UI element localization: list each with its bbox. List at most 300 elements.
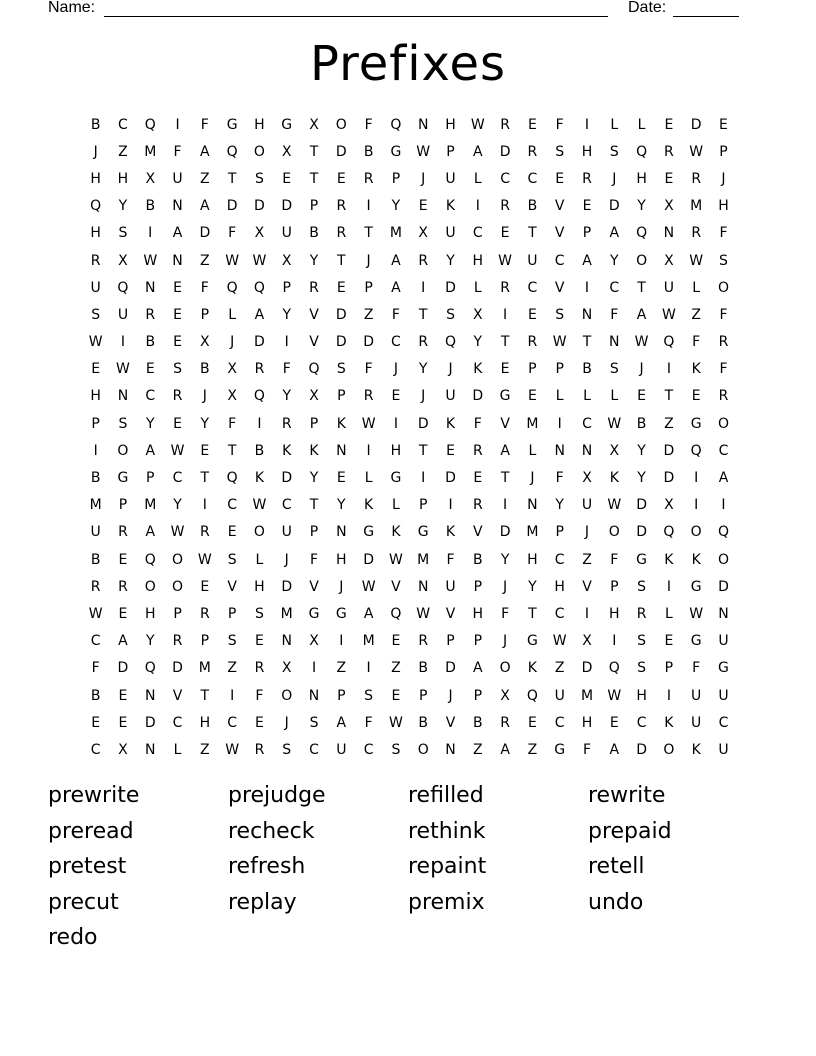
grid-letter: F xyxy=(501,605,510,622)
grid-letter: G xyxy=(690,633,702,650)
grid-letter: N xyxy=(117,388,129,405)
grid-letter: A xyxy=(145,524,156,541)
grid-letter: U xyxy=(527,252,538,269)
grid-letter: B xyxy=(309,225,319,242)
grid-letter: B xyxy=(527,198,538,215)
grid-letter: W xyxy=(143,252,158,269)
grid-letter: Q xyxy=(390,116,402,133)
grid-letter: O xyxy=(663,741,675,758)
grid-row xyxy=(82,709,742,736)
grid-letter: L xyxy=(555,388,564,405)
grid-letter: D xyxy=(335,334,347,351)
grid-letter: R xyxy=(718,388,729,405)
grid-letter: I xyxy=(448,497,453,514)
grid-letter: H xyxy=(472,252,484,269)
grid-letter: S xyxy=(227,551,237,568)
grid-letter: L xyxy=(255,551,264,568)
header xyxy=(48,0,748,20)
grid-letter: L xyxy=(473,279,482,296)
grid-letter: D xyxy=(226,198,238,215)
grid-letter: U xyxy=(445,578,456,595)
grid-letter: V xyxy=(473,524,483,541)
grid-letter: B xyxy=(90,116,101,133)
grid-letter: D xyxy=(581,660,593,677)
grid-letter: F xyxy=(692,660,701,677)
grid-letter: Q xyxy=(144,660,156,677)
word-list-item: rewrite xyxy=(588,783,666,808)
grid-letter: C xyxy=(718,714,729,731)
grid-letter: Z xyxy=(391,660,401,677)
grid-letter: E xyxy=(173,279,182,296)
grid-letter: J xyxy=(639,361,644,378)
grid-letter: O xyxy=(636,252,648,269)
grid-row xyxy=(82,519,742,546)
grid-letter: F xyxy=(473,415,482,432)
grid-letter: A xyxy=(473,143,483,160)
grid-letter: B xyxy=(200,361,210,378)
grid-letter: Q xyxy=(90,198,102,215)
grid-letter: R xyxy=(472,497,483,514)
grid-letter: P xyxy=(418,497,428,514)
grid-letter: X xyxy=(200,334,210,351)
grid-letter: S xyxy=(364,687,374,704)
grid-letter: W xyxy=(470,116,485,133)
grid-letter: C xyxy=(554,551,565,568)
grid-letter: X xyxy=(473,306,483,323)
grid-letter: G xyxy=(636,551,648,568)
grid-letter: Y xyxy=(145,633,155,650)
grid-letter: U xyxy=(336,741,347,758)
grid-letter: P xyxy=(719,143,728,160)
grid-letter: K xyxy=(254,470,265,487)
grid-row xyxy=(82,220,742,247)
grid-letter: N xyxy=(527,497,538,514)
grid-letter: A xyxy=(636,306,647,323)
grid-letter: U xyxy=(172,170,183,187)
grid-letter: I xyxy=(584,116,590,133)
grid-letter: L xyxy=(392,497,400,514)
grid-letter: P xyxy=(337,687,346,704)
grid-letter: T xyxy=(637,279,646,296)
grid-letter: J xyxy=(421,388,426,405)
grid-letter: U xyxy=(691,714,702,731)
grid-letter: E xyxy=(500,225,510,242)
grid-letter: B xyxy=(145,334,156,351)
grid-letter: Y xyxy=(337,497,346,514)
grid-letter: Q xyxy=(144,116,156,133)
grid-letter: T xyxy=(309,497,319,514)
grid-letter: R xyxy=(718,334,729,351)
grid-letter: V xyxy=(500,415,510,432)
grid-letter: F xyxy=(446,551,455,568)
grid-letter: E xyxy=(473,470,483,487)
grid-letter: N xyxy=(581,306,593,323)
grid-letter: D xyxy=(499,143,511,160)
grid-letter: P xyxy=(91,415,100,432)
grid-letter: K xyxy=(445,524,456,541)
grid-letter: I xyxy=(257,415,262,432)
grid-letter: W xyxy=(225,252,240,269)
grid-letter: Z xyxy=(200,741,210,758)
grid-letter: Q xyxy=(717,524,729,541)
grid-letter: T xyxy=(200,470,210,487)
word-list-item: refresh xyxy=(228,854,306,880)
grid-letter: P xyxy=(473,633,483,650)
grid-letter: R xyxy=(172,388,183,405)
grid-letter: J xyxy=(721,170,726,187)
grid-letter: Y xyxy=(309,252,319,269)
grid-letter: X xyxy=(118,252,128,269)
grid-letter: F xyxy=(719,225,728,242)
grid-letter: S xyxy=(555,143,565,160)
grid-letter: X xyxy=(664,497,674,514)
grid-letter: E xyxy=(391,388,401,405)
grid-letter: L xyxy=(228,306,237,323)
grid-row xyxy=(82,655,742,682)
grid-letter: E xyxy=(200,578,210,595)
grid-letter: E xyxy=(227,524,237,541)
grid-letter: F xyxy=(255,687,264,704)
grid-letter: T xyxy=(337,252,346,269)
grid-letter: Z xyxy=(664,415,674,432)
word-list-item: retell xyxy=(588,854,645,880)
grid-letter: O xyxy=(253,524,265,541)
grid-letter: W xyxy=(170,524,185,541)
grid-letter: X xyxy=(118,741,128,758)
grid-letter: A xyxy=(172,225,183,242)
grid-letter: D xyxy=(281,578,293,595)
grid-letter: F xyxy=(719,306,728,323)
word-list-item: refilled xyxy=(408,783,484,808)
grid-row xyxy=(82,247,742,274)
grid-letter: T xyxy=(500,470,510,487)
grid-letter: Q xyxy=(444,334,457,351)
grid-letter: E xyxy=(255,633,264,650)
grid-letter: N xyxy=(417,116,429,133)
grid-letter: M xyxy=(580,687,594,704)
grid-letter: D xyxy=(335,306,347,323)
grid-letter: H xyxy=(90,388,101,405)
grid-letter: X xyxy=(281,660,292,677)
grid-letter: R xyxy=(363,170,374,187)
grid-letter: C xyxy=(281,497,292,514)
grid-letter: V xyxy=(582,578,592,595)
grid-letter: Q xyxy=(226,470,238,487)
grid-letter: K xyxy=(336,415,346,432)
grid-letter: A xyxy=(500,442,510,459)
grid-row xyxy=(82,165,742,192)
grid-letter: J xyxy=(448,361,453,378)
grid-letter: E xyxy=(173,415,182,432)
grid-letter: G xyxy=(117,470,129,487)
word-list-item: prejudge xyxy=(228,783,326,808)
grid-letter: W xyxy=(361,415,376,432)
grid-letter: W xyxy=(116,361,130,378)
grid-letter: X xyxy=(227,388,237,405)
grid-letter: J xyxy=(284,714,289,731)
grid-letter: B xyxy=(636,415,647,432)
grid-letter: C xyxy=(90,741,101,758)
grid-letter: F xyxy=(391,306,400,323)
grid-letter: Q xyxy=(636,225,648,242)
grid-letter: Y xyxy=(309,470,319,487)
grid-letter: I xyxy=(612,633,617,650)
grid-letter: X xyxy=(145,170,156,187)
grid-letter: T xyxy=(664,388,674,405)
grid-letter: I xyxy=(666,361,671,378)
grid-letter: D xyxy=(445,660,456,677)
grid-letter: Z xyxy=(582,551,592,568)
grid-letter: R xyxy=(254,660,265,677)
word-list-item: recheck xyxy=(228,818,315,844)
grid-letter: X xyxy=(418,225,428,242)
grid-letter: B xyxy=(418,660,429,677)
grid-letter: T xyxy=(227,442,237,459)
grid-letter: E xyxy=(664,633,674,650)
grid-letter: T xyxy=(418,306,428,323)
grid-letter: R xyxy=(118,524,128,541)
grid-letter: U xyxy=(691,687,702,704)
grid-letter: H xyxy=(609,605,620,622)
grid-letter: A xyxy=(200,198,210,215)
grid-letter: C xyxy=(309,741,319,758)
grid-letter: F xyxy=(364,361,373,378)
grid-letter: G xyxy=(226,116,238,133)
grid-letter: S xyxy=(609,143,619,160)
word-list xyxy=(48,780,768,958)
grid-letter: A xyxy=(473,660,483,677)
grid-letter: E xyxy=(282,170,292,187)
grid-letter: D xyxy=(281,470,293,487)
grid-letter: P xyxy=(227,605,237,622)
grid-letter: E xyxy=(527,306,537,323)
grid-letter: W xyxy=(552,334,567,351)
grid-letter: R xyxy=(582,170,592,187)
grid-letter: O xyxy=(499,660,511,677)
grid-letter: P xyxy=(418,687,428,704)
grid-letter: O xyxy=(690,524,702,541)
grid-letter: N xyxy=(145,279,156,296)
grid-letter: K xyxy=(527,660,537,677)
grid-letter: H xyxy=(636,687,647,704)
grid-letter: F xyxy=(582,741,592,758)
grid-letter: P xyxy=(446,143,455,160)
grid-row xyxy=(82,193,742,220)
grid-letter: W xyxy=(88,605,103,622)
grid-letter: K xyxy=(391,524,401,541)
grid-letter: M xyxy=(280,605,293,622)
grid-letter: G xyxy=(554,741,566,758)
grid-letter: U xyxy=(445,170,456,187)
grid-letter: P xyxy=(473,687,483,704)
grid-letter: D xyxy=(281,198,293,215)
grid-letter: E xyxy=(719,116,728,133)
grid-letter: P xyxy=(200,633,210,650)
grid-letter: V xyxy=(554,198,565,215)
grid-letter: S xyxy=(282,741,292,758)
grid-letter: Q xyxy=(390,605,402,622)
grid-letter: U xyxy=(445,225,456,242)
grid-letter: I xyxy=(175,116,180,133)
grid-letter: S xyxy=(118,225,128,242)
grid-letter: F xyxy=(610,306,619,323)
grid-letter: T xyxy=(582,334,592,351)
grid-letter: I xyxy=(584,605,590,622)
grid-letter: U xyxy=(281,524,292,541)
grid-letter: H xyxy=(254,578,265,595)
grid-row xyxy=(82,546,742,573)
grid-letter: C xyxy=(227,714,238,731)
grid-letter: D xyxy=(117,660,129,677)
grid-letter: D xyxy=(172,660,183,677)
grid-letter: B xyxy=(363,143,374,160)
grid-letter: K xyxy=(473,361,483,378)
grid-letter: C xyxy=(500,170,510,187)
grid-letter: X xyxy=(582,633,592,650)
grid-letter: E xyxy=(527,116,537,133)
grid-letter: J xyxy=(284,551,289,568)
grid-letter: H xyxy=(472,605,484,622)
grid-letter: A xyxy=(363,605,374,622)
grid-letter: T xyxy=(528,225,537,242)
grid-letter: I xyxy=(557,415,562,432)
page-title: Prefixes xyxy=(309,36,506,92)
grid-letter: B xyxy=(90,470,101,487)
grid-letter: Q xyxy=(253,388,265,405)
grid-letter: N xyxy=(581,442,593,459)
grid-letter: S xyxy=(254,170,264,187)
grid-letter: N xyxy=(663,225,675,242)
grid-letter: R xyxy=(336,225,347,242)
letter-grid xyxy=(82,111,742,764)
grid-letter: A xyxy=(609,741,620,758)
grid-letter: K xyxy=(609,470,619,487)
grid-letter: A xyxy=(145,442,156,459)
grid-letter: Q xyxy=(117,279,129,296)
grid-letter: N xyxy=(336,442,347,459)
grid-letter: E xyxy=(691,388,701,405)
grid-letter: H xyxy=(117,170,129,187)
grid-letter: W xyxy=(689,143,704,160)
grid-letter: E xyxy=(500,361,510,378)
grid-letter: I xyxy=(503,306,508,323)
grid-letter: D xyxy=(636,524,647,541)
grid-letter: R xyxy=(500,279,510,296)
grid-letter: Y xyxy=(637,198,646,215)
grid-letter: E xyxy=(336,279,346,296)
grid-letter: S xyxy=(637,660,647,677)
grid-letter: I xyxy=(311,660,317,677)
grid-letter: Z xyxy=(227,660,237,677)
grid-letter: L xyxy=(173,741,182,758)
grid-letter: U xyxy=(90,279,101,296)
grid-letter: M xyxy=(198,660,211,677)
grid-letter: E xyxy=(391,687,401,704)
grid-letter: D xyxy=(472,388,484,405)
grid-letter: S xyxy=(254,605,264,622)
grid-letter: F xyxy=(228,225,237,242)
grid-letter: P xyxy=(528,361,537,378)
grid-row xyxy=(82,274,742,301)
grid-letter: E xyxy=(91,714,101,731)
grid-row xyxy=(82,410,742,437)
grid-letter: I xyxy=(503,497,508,514)
grid-letter: I xyxy=(366,442,371,459)
grid-letter: X xyxy=(254,225,265,242)
grid-letter: G xyxy=(308,605,320,622)
grid-letter: Y xyxy=(418,361,428,378)
grid-letter: X xyxy=(500,687,510,704)
grid-letter: S xyxy=(309,714,319,731)
grid-letter: N xyxy=(718,605,729,622)
grid-letter: O xyxy=(117,442,129,459)
grid-letter: I xyxy=(475,198,480,215)
grid-letter: Q xyxy=(144,551,156,568)
grid-letter: R xyxy=(118,578,128,595)
grid-letter: L xyxy=(692,279,701,296)
grid-letter: G xyxy=(718,660,729,677)
grid-row xyxy=(82,736,742,763)
grid-letter: K xyxy=(664,714,674,731)
grid-letter: S xyxy=(336,361,346,378)
grid-letter: M xyxy=(526,415,539,432)
grid-letter: I xyxy=(694,470,699,487)
grid-letter: Y xyxy=(528,578,537,595)
grid-letter: M xyxy=(417,551,430,568)
grid-letter: X xyxy=(309,388,319,405)
grid-letter: R xyxy=(527,143,538,160)
grid-letter: E xyxy=(637,388,647,405)
grid-letter: H xyxy=(581,714,593,731)
grid-letter: Z xyxy=(118,143,128,160)
grid-letter: C xyxy=(554,714,565,731)
grid-letter: P xyxy=(555,361,564,378)
grid-letter: I xyxy=(230,687,235,704)
grid-letter: H xyxy=(90,170,101,187)
grid-letter: R xyxy=(500,116,510,133)
grid-letter: G xyxy=(499,388,511,405)
grid-letter: C xyxy=(172,470,183,487)
grid-letter: B xyxy=(473,551,483,568)
grid-letter: H xyxy=(199,714,211,731)
grid-letter: W xyxy=(416,605,431,622)
grid-letter: E xyxy=(145,361,155,378)
grid-letter: S xyxy=(446,306,455,323)
grid-letter: A xyxy=(200,143,210,160)
grid-letter: T xyxy=(309,170,319,187)
grid-letter: W xyxy=(170,442,185,459)
grid-letter: H xyxy=(554,578,565,595)
grid-letter: I xyxy=(666,578,671,595)
grid-letter: Z xyxy=(336,660,347,677)
grid-letter: S xyxy=(637,633,647,650)
grid-letter: H xyxy=(90,225,101,242)
grid-letter: C xyxy=(391,334,401,351)
grid-letter: D xyxy=(417,415,429,432)
grid-letter: R xyxy=(309,279,319,296)
grid-letter: W xyxy=(552,633,567,650)
grid-letter: W xyxy=(388,551,403,568)
grid-letter: W xyxy=(498,252,513,269)
grid-letter: R xyxy=(664,143,674,160)
grid-letter: P xyxy=(309,198,319,215)
grid-letter: A xyxy=(609,225,620,242)
grid-letter: L xyxy=(583,388,591,405)
name-blank-line xyxy=(104,16,608,17)
grid-letter: W xyxy=(361,578,376,595)
grid-letter: G xyxy=(526,633,538,650)
grid-letter: U xyxy=(581,497,593,514)
